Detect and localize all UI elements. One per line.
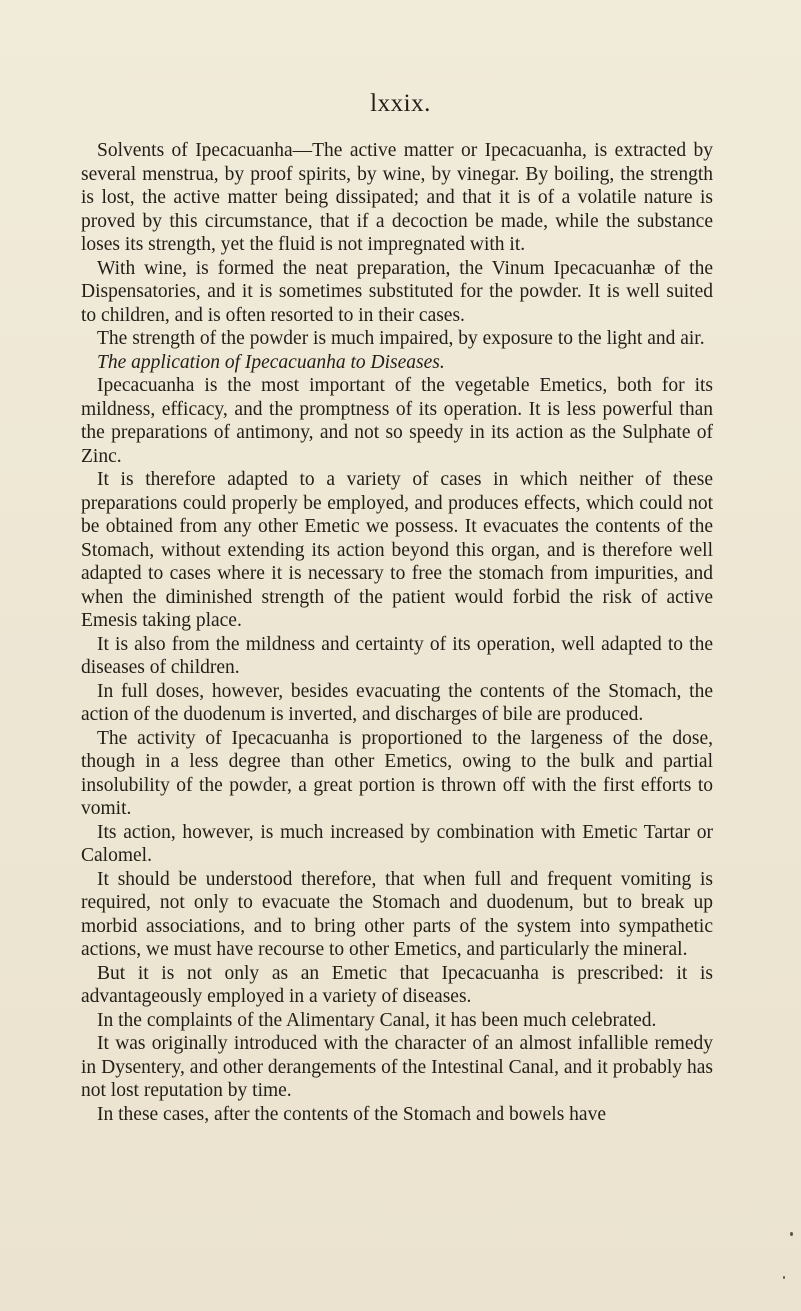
paragraph-activity: The activity of Ipecacuanha is proportioned to the largeness of the dose, though in a less degree than other Emetics, owing to the bulk and partial insolubility of the powder, a great portion is thrown off with the first efforts to vomit. — [81, 727, 713, 819]
page-number: lxxix. — [370, 90, 431, 117]
paper-speck — [783, 1276, 785, 1279]
paragraph-adapted: It is therefore adapted to a variety of cases in which neither of these preparations could properly be employed, and produces effects, which could not be obtained from any other Emetic we possess. It evacuates the contents of the Stomach, without extending its action beyond this organ, and is therefore well adapted to cases where it is necessary to free the stomach from impurities, and when the diminished strength of the patient would forbid the risk of active Emesis taking place. — [81, 469, 713, 631]
paragraph-solvents: Solvents of Ipecacuanha—The active matter or Ipecacuanha, is extracted by several menstrua, by proof spirits, by wine, by vinegar. By boiling, the strength is lost, the active matter being dissipated; and that it is of a volatile nature is proved by this circumstance, that if a decoction be made, while the substance loses its strength, yet the fluid is not impregnated with it. — [81, 140, 713, 255]
paragraph-combination: Its action, however, is much increased by combination with Emetic Tartar or Calomel. — [81, 821, 713, 866]
paragraph-children: It is also from the mildness and certainty of its operation, well adapted to the diseases of children. — [81, 633, 713, 678]
paragraph-full-doses: In full doses, however, besides evacuating the contents of the Stomach, the action of the duodenum is inverted, and discharges of bile are produced. — [81, 680, 713, 725]
section-heading: The application of Ipecacuanha to Diseases. — [97, 351, 445, 373]
paragraph-vinum: With wine, is formed the neat preparation, the Vinum Ipecacuanhæ of the Dispensatories, and it is sometimes substituted for the powder. It is well suited to children, and is often resorted to in their cases. — [81, 257, 713, 326]
paragraph-alimentary: In the complaints of the Alimentary Canal, it has been much celebrated. — [97, 1009, 657, 1031]
paragraph-most-important: Ipecacuanha is the most important of the vegetable Emetics, both for its mildness, efficacy, and the promptness of its operation. It is less powerful than the preparations of antimony, and not so speedy in its action as the Sulphate of Zinc. — [81, 375, 713, 467]
paper-speck — [790, 1232, 793, 1236]
paragraph-strength-impaired: The strength of the powder is much impaired, by exposure to the light and air. — [97, 328, 705, 349]
paragraph-these-cases: In these cases, after the contents of the Stomach and bowels have — [97, 1103, 606, 1125]
body-text — [81, 139, 713, 1126]
paragraph-understood: It should be understood therefore, that when full and frequent vomiting is required, not only to evacuate the Stomach and duodenum, but to break up morbid associations, and to bring other parts of the system into sympathetic actions, we must have recourse to other Emetics, and particularly the mineral. — [81, 868, 713, 960]
paragraph-dysentery: It was originally introduced with the character of an almost infallible remedy in Dysentery, and other derangements of the Intestinal Canal, and it probably has not lost reputation by time. — [81, 1033, 713, 1101]
paragraph-not-only-emetic: But it is not only as an Emetic that Ipecacuanha is prescribed: it is advantageously employed in a variety of diseases. — [81, 962, 713, 1007]
